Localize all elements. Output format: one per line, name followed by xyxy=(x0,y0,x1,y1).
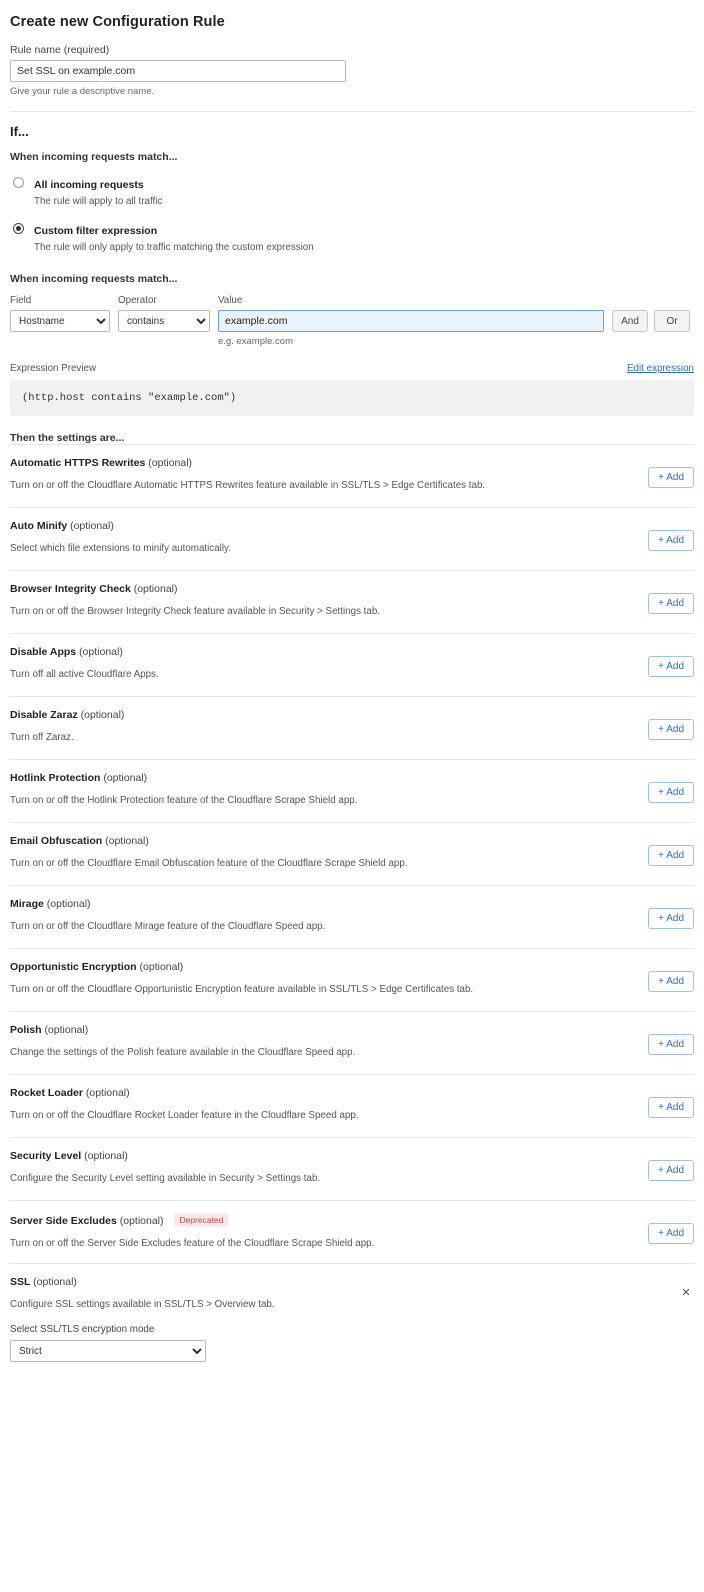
setting-description: Change the settings of the Polish feature available in the Cloudflare Speed app. xyxy=(10,1047,356,1058)
setting-title: Browser Integrity Check xyxy=(10,583,131,595)
setting-title: Security Level xyxy=(10,1150,82,1162)
setting-info xyxy=(10,1276,678,1362)
rule-name-helper: Give your rule a descriptive name. xyxy=(10,86,155,97)
setting-row xyxy=(10,1200,694,1263)
and-button[interactable]: And xyxy=(612,310,648,332)
setting-info xyxy=(10,961,648,995)
setting-info xyxy=(10,1213,648,1249)
or-button[interactable]: Or xyxy=(654,310,690,332)
setting-optional: (optional) xyxy=(70,520,114,532)
setting-title: SSL xyxy=(10,1276,31,1288)
setting-title: Mirage xyxy=(10,898,44,910)
setting-title-row xyxy=(10,457,636,469)
setting-optional: (optional) xyxy=(79,646,123,658)
setting-title-row xyxy=(10,961,636,973)
setting-optional: (optional) xyxy=(103,772,148,784)
setting-title-row xyxy=(10,709,636,721)
setting-optional: (optional) xyxy=(133,583,178,595)
radio-label-custom-filter: Custom filter expression xyxy=(34,225,158,237)
setting-optional: (optional) xyxy=(139,961,184,973)
setting-description: Turn on or off the Cloudflare Automatic HTTPS Rewrites feature available in SSL/TLS > Edge Certificates tab. xyxy=(10,480,486,491)
setting-title: Polish xyxy=(10,1024,42,1036)
setting-title-row xyxy=(10,1024,636,1036)
add-setting-button[interactable]: + Add xyxy=(648,1223,694,1244)
rule-name-label: Rule name (required) xyxy=(10,44,110,56)
value-input[interactable] xyxy=(218,310,604,332)
setting-description: Turn on or off the Browser Integrity Check feature available in Security > Settings tab. xyxy=(10,606,381,617)
expression-builder-row xyxy=(10,295,694,347)
expression-operator-group xyxy=(118,295,210,332)
setting-optional: (optional) xyxy=(105,835,149,847)
setting-title: Disable Apps xyxy=(10,646,77,658)
setting-row-ssl xyxy=(10,1263,694,1368)
expression-logic-buttons xyxy=(612,295,690,332)
setting-info xyxy=(10,1087,648,1121)
radio-option-custom-filter[interactable] xyxy=(10,221,694,253)
setting-title: Email Obfuscation xyxy=(10,835,103,847)
setting-title: Auto Minify xyxy=(10,520,68,532)
setting-info xyxy=(10,520,648,554)
add-setting-button[interactable]: + Add xyxy=(648,593,694,614)
add-setting-button[interactable]: + Add xyxy=(648,656,694,677)
setting-description: Configure the Security Level setting available in Security > Settings tab. xyxy=(10,1173,321,1184)
setting-info xyxy=(10,646,648,680)
setting-description: Turn on or off the Server Side Excludes feature of the Cloudflare Scrape Shield app. xyxy=(10,1238,375,1249)
setting-description: Select which file extensions to minify automatically. xyxy=(10,543,231,554)
edit-expression-link[interactable]: Edit expression xyxy=(627,363,694,374)
setting-row xyxy=(10,1011,694,1074)
add-setting-button[interactable]: + Add xyxy=(648,719,694,740)
setting-optional: (optional) xyxy=(148,457,193,469)
radio-option-all-requests[interactable] xyxy=(10,175,694,207)
setting-row xyxy=(10,948,694,1011)
setting-title: Hotlink Protection xyxy=(10,772,101,784)
add-setting-button[interactable]: + Add xyxy=(648,782,694,803)
add-setting-button[interactable]: + Add xyxy=(648,845,694,866)
add-setting-button[interactable]: + Add xyxy=(648,971,694,992)
settings-list xyxy=(10,444,694,1368)
field-select[interactable] xyxy=(10,310,110,332)
setting-row xyxy=(10,570,694,633)
close-icon[interactable]: × xyxy=(681,1284,691,1301)
value-label: Value xyxy=(218,295,243,306)
setting-info xyxy=(10,1024,648,1058)
expression-preview-label: Expression Preview xyxy=(10,363,97,374)
setting-row xyxy=(10,759,694,822)
radio-label-all-requests: All incoming requests xyxy=(34,179,144,191)
setting-optional: (optional) xyxy=(85,1087,130,1099)
radio-icon-all-requests[interactable] xyxy=(13,177,24,188)
setting-optional: (optional) xyxy=(46,898,91,910)
setting-title-row xyxy=(10,772,636,784)
setting-title-row xyxy=(10,1213,636,1227)
setting-title-row xyxy=(10,1276,666,1288)
add-setting-button[interactable]: + Add xyxy=(648,1097,694,1118)
setting-row xyxy=(10,822,694,885)
setting-description: Turn on or off the Hotlink Protection feature of the Cloudflare Scrape Shield app. xyxy=(10,795,358,806)
setting-title-row xyxy=(10,898,636,910)
setting-row xyxy=(10,633,694,696)
expression-preview-header xyxy=(10,363,694,374)
match-heading: When incoming requests match... xyxy=(10,151,178,163)
page-title: Create new Configuration Rule xyxy=(10,14,225,30)
setting-title-row xyxy=(10,1087,636,1099)
setting-info xyxy=(10,898,648,932)
setting-title: Server Side Excludes xyxy=(10,1215,117,1227)
status-badge: Deprecated xyxy=(174,1213,228,1227)
if-section-heading: If... xyxy=(10,124,29,139)
setting-title-row xyxy=(10,520,636,532)
divider xyxy=(10,111,694,112)
setting-description: Turn off all active Cloudflare Apps. xyxy=(10,669,159,680)
expression-preview-text: (http.host contains "example.com") xyxy=(10,380,694,416)
setting-title: Automatic HTTPS Rewrites xyxy=(10,457,146,469)
setting-row xyxy=(10,1137,694,1200)
setting-title: Opportunistic Encryption xyxy=(10,961,137,973)
expression-field-group xyxy=(10,295,110,332)
setting-row xyxy=(10,507,694,570)
then-settings-heading: Then the settings are... xyxy=(10,432,125,444)
setting-optional: (optional) xyxy=(84,1150,128,1162)
radio-icon-custom-filter[interactable] xyxy=(13,223,24,234)
add-setting-button[interactable]: + Add xyxy=(648,530,694,551)
setting-optional: (optional) xyxy=(80,709,125,721)
setting-description: Turn on or off the Cloudflare Rocket Loader feature in the Cloudflare Speed app. xyxy=(10,1110,359,1121)
setting-row xyxy=(10,696,694,759)
setting-row xyxy=(10,444,694,507)
value-hint: e.g. example.com xyxy=(218,336,293,347)
add-setting-button[interactable]: + Add xyxy=(648,467,694,488)
setting-description: Turn off Zaraz. xyxy=(10,732,74,743)
add-setting-button[interactable]: + Add xyxy=(648,1034,694,1055)
setting-title-row xyxy=(10,646,636,658)
ssl-mode-label: Select SSL/TLS encryption mode xyxy=(10,1324,155,1335)
setting-description: Turn on or off the Cloudflare Mirage feature of the Cloudflare Speed app. xyxy=(10,921,326,932)
setting-info xyxy=(10,835,648,869)
add-setting-button[interactable]: + Add xyxy=(648,1160,694,1181)
field-label: Field xyxy=(10,295,32,306)
operator-label: Operator xyxy=(118,295,157,306)
rule-name-input[interactable] xyxy=(10,60,346,82)
setting-info xyxy=(10,457,648,491)
setting-info xyxy=(10,583,648,617)
setting-description: Turn on or off the Cloudflare Opportunistic Encryption feature available in SSL/TLS > Edge Certificates tab. xyxy=(10,984,474,995)
ssl-mode-select[interactable] xyxy=(10,1340,206,1362)
setting-optional: (optional) xyxy=(44,1024,89,1036)
expression-match-heading: When incoming requests match... xyxy=(10,273,178,285)
operator-select[interactable] xyxy=(118,310,210,332)
setting-title-row xyxy=(10,835,636,847)
setting-title-row xyxy=(10,583,636,595)
setting-row xyxy=(10,885,694,948)
setting-description: Turn on or off the Cloudflare Email Obfuscation feature of the Cloudflare Scrape Shield app. xyxy=(10,858,408,869)
setting-optional: (optional) xyxy=(33,1276,77,1288)
setting-title-row xyxy=(10,1150,636,1162)
setting-title: Rocket Loader xyxy=(10,1087,83,1099)
setting-row xyxy=(10,1074,694,1137)
setting-info xyxy=(10,709,648,743)
radio-desc-all-requests: The rule will apply to all traffic xyxy=(34,196,163,207)
radio-desc-custom-filter: The rule will only apply to traffic matching the custom expression xyxy=(34,242,314,253)
setting-info xyxy=(10,1150,648,1184)
add-setting-button[interactable]: + Add xyxy=(648,908,694,929)
expression-value-group xyxy=(218,295,604,347)
setting-description: Configure SSL settings available in SSL/TLS > Overview tab. xyxy=(10,1299,275,1310)
setting-info xyxy=(10,772,648,806)
setting-title: Disable Zaraz xyxy=(10,709,78,721)
setting-optional: (optional) xyxy=(119,1215,164,1227)
